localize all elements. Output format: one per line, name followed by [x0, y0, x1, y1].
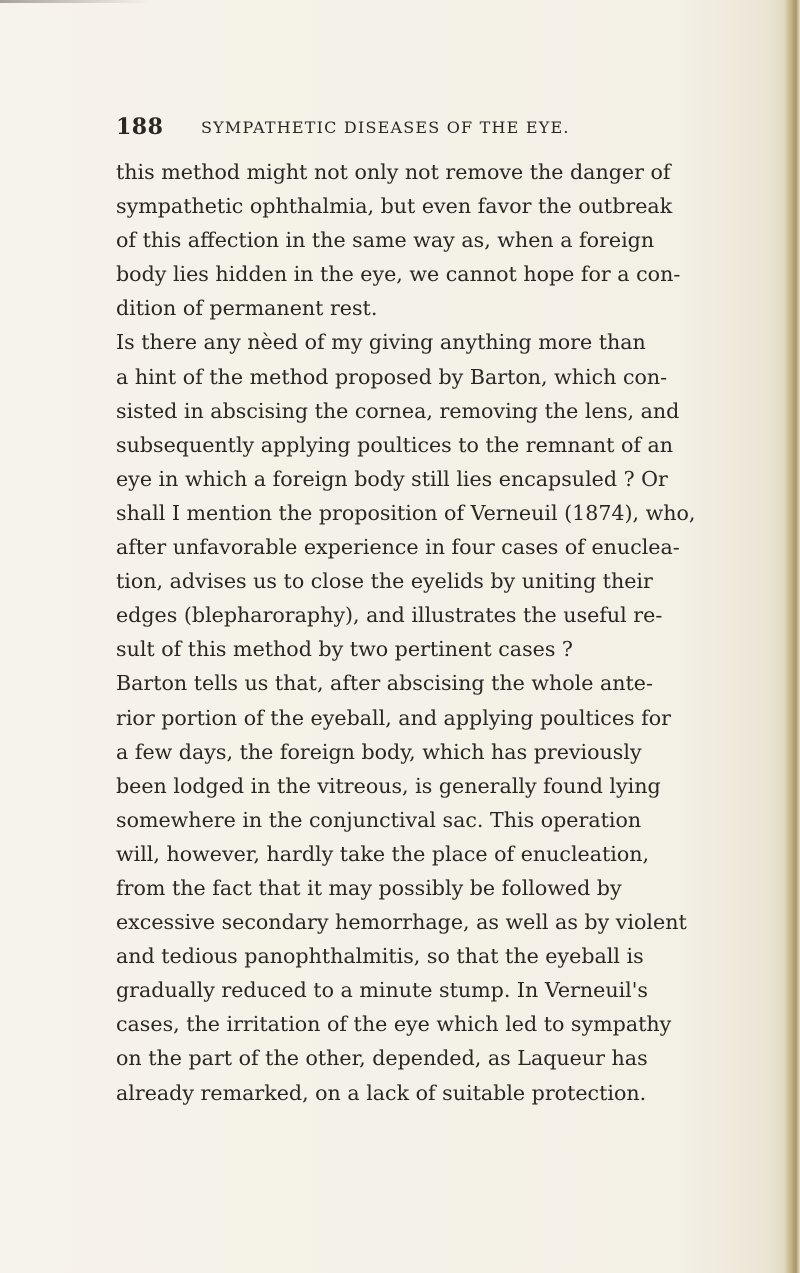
- text-line: eye in which a foreign body still lies encapsuled ? Or: [116, 466, 668, 491]
- text-line: and tedious panophthalmitis, so that the eyeball is: [116, 944, 644, 969]
- text-line: been lodged in the vitreous, is generally found lying: [116, 773, 661, 798]
- running-title: SYMPATHETIC DISEASES OF THE EYE.: [201, 118, 570, 137]
- page-number: 188: [116, 114, 164, 140]
- text-line: Is there any nèed of my giving anything more than: [116, 330, 646, 355]
- text-line: sympathetic ophthalmia, but even favor the outbreak: [116, 194, 673, 219]
- text-line: a few days, the foreign body, which has previously: [116, 739, 642, 764]
- text-line: edges (blepharoraphy), and illustrates the useful re-: [116, 603, 663, 628]
- page-edge: [784, 0, 800, 1273]
- text-line: subsequently applying poultices to the remnant of an: [116, 432, 674, 457]
- text-line: sult of this method by two pertinent cases ?: [116, 637, 573, 662]
- text-line: dition of permanent rest.: [116, 296, 378, 321]
- text-line: body lies hidden in the eye, we cannot hope for a con-: [116, 262, 681, 287]
- text-line: will, however, hardly take the place of enucleation,: [116, 841, 650, 866]
- text-line: sisted in abscising the cornea, removing the lens, and: [116, 398, 680, 423]
- text-line: rior portion of the eyeball, and applying poultices for: [116, 705, 671, 730]
- text-line: shall I mention the proposition of Verneuil (1874), who,: [116, 500, 696, 525]
- body-text: [116, 155, 716, 1110]
- text-line: somewhere in the conjunctival sac. This operation: [116, 807, 642, 832]
- text-line: gradually reduced to a minute stump. In Verneuil's: [116, 978, 648, 1003]
- top-edge-shadow: [0, 0, 150, 3]
- text-line: of this affection in the same way as, when a foreign: [116, 228, 655, 253]
- text-line: excessive secondary hemorrhage, as well as by violent: [116, 910, 687, 935]
- text-line: Barton tells us that, after abscising the whole ante-: [116, 671, 653, 696]
- text-line: a hint of the method proposed by Barton, which con-: [116, 364, 668, 389]
- text-line: on the part of the other, depended, as Laqueur has: [116, 1046, 648, 1071]
- text-line: from the fact that it may possibly be followed by: [116, 875, 622, 900]
- text-line: after unfavorable experience in four cases of enuclea-: [116, 535, 680, 560]
- text-line: already remarked, on a lack of suitable protection.: [116, 1080, 647, 1105]
- text-line: tion, advises us to close the eyelids by uniting their: [116, 569, 653, 594]
- text-line: this method might not only not remove the danger of: [116, 160, 671, 184]
- text-line: cases, the irritation of the eye which led to sympathy: [116, 1012, 672, 1037]
- running-head: [116, 114, 716, 146]
